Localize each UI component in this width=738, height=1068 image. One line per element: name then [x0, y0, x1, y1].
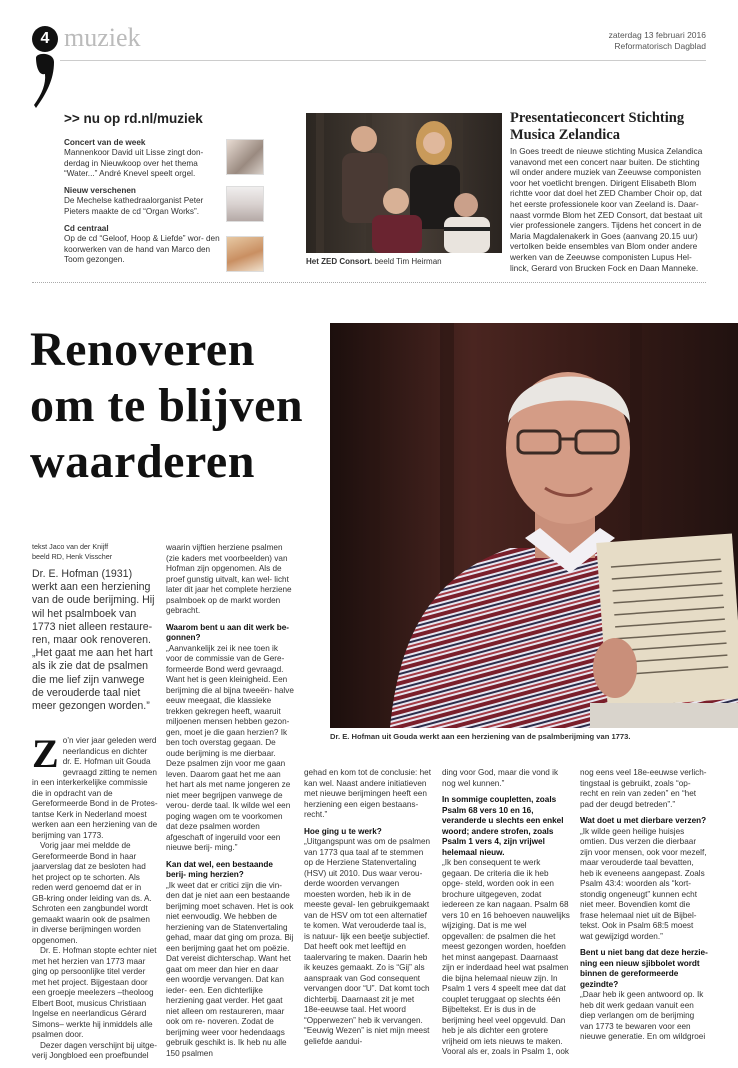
paragraph: Vorig jaar mei meldde de Gereformeerde Bond in haar jaarverslag dat ze besloten had het project op te schorten. Als reden werd genoemd dat er in GB-kring onder leiding van ds. A. Schroten een zangbundel wordt gemaakt waarin ook de psalmen in diverse berijmingen worden opgenomen.: [32, 841, 152, 945]
paragraph: „Daar heb ik geen antwoord op. Ik heb dit werk gedaan vanuit een diep verlangen om de berijming van 1773 te bewaren voor een nieuwe generatie. En om wildgroei: [580, 990, 706, 1041]
section-title: muziek: [64, 23, 141, 52]
paragraph: „Ik weet dat er critici zijn die vin- den dat je niet aan een bestaande berijming moet schaven. Het is ook niet eenvoudig. We hebben de herziening van de Statenvertaling gehad, maar dat ging om proza. Bij een berijming gaat het om poëzie. Dat vereist dichterschap. Want het gaat om meer dan hier en daar een woordje vervangen. Dat kan ieder- een. Een dichterlijke herziening gaat verder. Het gaat niet alleen om restaureren, maar ook om re- noveren. Zodat de berijming weer voor hedendaags gebruik geschikt is. Ik heb nu alle 150 psalmen: [166, 880, 294, 1058]
article-column-1: [32, 731, 158, 1062]
portrait-caption: Dr. E. Hofman uit Gouda werkt aan een herziening van de psalmberijming van 1773.: [330, 732, 631, 741]
dotted-divider: [32, 282, 706, 283]
interview-question: Bent u niet bang dat deze herzie- ning een nieuw sjibbolet wordt binnen de gereformeerde gezindte?: [580, 948, 708, 989]
paragraph: waarin vijftien herziene psalmen (zie kaders met voorbeelden) van Hofman zijn opgenomen. Als de proef gunstig uitvalt, kan wel- licht later dit jaar het complete herziene psalmboek op de markt worden gebracht.: [166, 543, 292, 615]
teaser-thumbnail[interactable]: [226, 139, 264, 175]
teaser-item-title: Concert van de week: [64, 138, 146, 147]
article-headline: Renoveren om te blijven waarderen: [30, 323, 304, 488]
interview-question: Hoe ging u te werk?: [304, 826, 382, 836]
paragraph: „Uitgangspunt was om de psalmen van 1773 qua taal af te stemmen op de Herziene Statenvertaling (HSV) uit 2010. Dus waar verou- derde woorden vervangen moesten worden, heb ik in de meeste geval- len gebruikgemaakt van de HSV om tot een alternatief te komen. Wat verouderde taal is, is natuur- lijk een beetje subjectief. Dat heeft ook met leeftijd en taalervaring te maken. Daarin heb ik keuzes gemaakt. Zo is “Gij” als aanspraak van God consequent vervangen door “U”. Dat komt toch dichterbij. Daarnaast zit je met 18e-eeuwse taal. Het woord “Opperwezen” heb ik vervangen. “Eeuwig Wezen” is niet mijn meest geliefde aandui-: [304, 837, 431, 1046]
interview-question: Wat doet u met dierbare verzen?: [580, 816, 707, 825]
teaser-thumbnail[interactable]: [226, 236, 264, 272]
paragraph: „Ik wilde geen heilige huisjes omtien. Dus verzen die dierbaar zijn voor mensen, ook voor mezelf, maar verouderde taal bevatten, heb ik eveneens aangepast. Zoals Psalm 43:4: woorden als “kort- stondig ongeneugt” kunnen echt niet meer. Bovendien komt die frase helemaal niet uit de Bijbel- tekst. Ook in Psalm 68:5 moest wat gewijzigd worden.”: [580, 826, 707, 941]
issue-date: zaterdag 13 februari 2016: [608, 30, 706, 40]
paragraph: Dr. E. Hofman stopte echter niet met het herzien van 1773 maar ging op persoonlijke titel verder met het project. Bijgestaan door een groepje meelezers –theoloog Elbert Boot, musicus Christiaan Ingelse en neerlandicus Gérard Simons– werkte hij inmiddels alle psalmen door.: [32, 946, 157, 1039]
teaser-item-title: Nieuw verschenen: [64, 186, 136, 195]
comma-mark-icon: [32, 50, 58, 110]
caption-bold: Het ZED Consort.: [306, 257, 373, 266]
concert-title: Presentatieconcert Stichting Musica Zelandica: [510, 110, 685, 143]
teaser-item-title: Cd centraal: [64, 224, 109, 233]
teaser-item[interactable]: [64, 138, 229, 180]
paragraph: ding voor God, maar die vond ik nog wel kunnen.”: [442, 768, 559, 788]
page-number: 4: [32, 26, 58, 52]
teaser-link[interactable]: >> nu op rd.nl/muziek: [64, 111, 203, 126]
header-meta: [609, 30, 706, 52]
teaser-thumbnail[interactable]: [226, 186, 264, 222]
paragraph: „Aanvankelijk zei ik nee toen ik voor de commissie van de Gere- formeerde Bond werd gevraagd. Want het is geen kleinigheid. Een berijming die al bijna tweeën- halve eeuw meegaat, die klassieke trekken gekregen heeft, waaruit miljoenen mensen hebben gezon- gen, moet je die gaan herzien? Ik ben toch overstag gegaan. De oude berijming is me dierbaar. Deze psalmen zijn voor me gaan leven. Daarom gaat het me aan het hart als met name jongeren ze niet meer begrijpen vanwege de verou- derde taal. Ik wilde wel een poging wagen om te voorkomen dat deze psalmen worden afgeschaft of ingeruild voor een nieuwe berij- ming.”: [166, 643, 294, 852]
hofman-portrait-photo: [330, 323, 738, 728]
dropcap: Z: [32, 731, 59, 776]
article-column-2: [166, 543, 294, 1059]
header-rule: [60, 60, 706, 61]
paragraph: Dezer dagen verschijnt bij uitge- verij Jongbloed een proefbundel: [32, 1040, 157, 1060]
teaser-item-text: Op de cd “Geloof, Hoop & Liefde” wor- den koorwerken van de hand van Marco den Toom gezongen.: [64, 234, 220, 265]
concert-text: In Goes treedt de nieuwe stichting Musica Zelandica vanavond met een concert naar buiten. De stichting wil onder andere muziek van Zeeuwse componisten voor het voetlicht brengen. Dirigent Elisabeth Blom richtte voor dat doel het ZED Chamber Choir op, dat het eerste professionele koor van Zeeland is. Daar- naast vormde Blom het ZED Consort, dat bestaat uit vier professionele zangers. Tijdens het concert in de Maria Magdalenakerk in Goes (aanvang 20.15 uur) vertolken beide ensembles van Blom onder andere werken van de Zeeuwse componisten Lupus Hel- linck, Gerard von Brucken Fock en Daan Manneke.: [510, 146, 703, 273]
teaser-item[interactable]: [64, 224, 229, 266]
teaser-item-text: Mannenkoor David uit Lisse zingt don- derdag in Nieuwkoop over het thema “Water...” André Knevel speelt orgel.: [64, 148, 204, 179]
paragraph: gehad en kom tot de conclusie: het kan wel. Naast andere initiatieven met nieuwe berijmingen heeft een herziening een eigen bestaans- recht.”: [304, 768, 431, 819]
paragraph: nog eens veel 18e-eeuwse verlich- tingstaal is gebruikt, zoals “op- recht en rein van zeden” en “het pad der deugd betreden”.”: [580, 768, 707, 809]
interview-question: In sommige coupletten, zoals Psalm 68 vers 10 en 16, veranderde u slechts een enkel woord; andere strofen, zoals Psalm 1 vers 4, zijn vrijwel helemaal nieuw.: [442, 795, 564, 857]
concert-photo-caption: [306, 257, 442, 266]
interview-question: Waarom bent u aan dit werk be- gonnen?: [166, 622, 289, 642]
paragraph: o’n vier jaar geleden werd neerlandicus en dichter dr. E. Hofman uit Gouda gevraagd zitting te nemen in een interkerkelijke commissie die in opdracht van de Gereformeerde Bond in de Protes- tantse Kerk in Nederland moest werken aan een herziening van de berijming van 1773.: [32, 736, 158, 840]
paragraph: „Ik ben consequent te werk gegaan. De criteria die ik heb opge- steld, worden ook in een brochure uitgegeven, zodat iedereen ze kan nagaan. Psalm 68 vers 10 en 16 behoeven nauwelijks wijziging. Dat is me wel opgevallen: de psalmen die het meest gezongen worden, hoefden het minst aangepast. Daarnaast zijn er inderdaad heel wat psalmen die bijna helemaal nieuw zijn. In Psalm 1 vers 4 speelt mee dat dat couplet teruggaat op slechts één Bijbeltekst. Er is dus in de berijming heel veel opgevuld. Dan heb je als dichter een grotere vrijheid om iets nieuws te maken. Vooral als er, zoals in Psalm 1, ook: [442, 858, 570, 1056]
article-intro: Dr. E. Hofman (1931) werkt aan een herziening van de oude berijming. Hij wil het psalmboek van 1773 niet alleen restaure- ren, maar ook renoveren. „Het gaat me aan het hart als ik zie dat de psalmen die me lief zijn vanwege de verouderde taal niet meer gezongen worden.”: [32, 568, 155, 713]
article-column-5: [580, 768, 708, 1043]
article-column-3: [304, 768, 432, 1047]
article-column-4: [442, 768, 570, 1058]
teaser-item[interactable]: [64, 186, 229, 217]
teaser-item-text: De Mechelse kathedraalorganist Peter Pieters maakte de cd “Organ Works”.: [64, 196, 204, 216]
article-credits: [32, 542, 112, 561]
publication-name: Reformatorisch Dagblad: [614, 41, 706, 51]
caption-credit: beeld Tim Heirman: [374, 257, 442, 266]
interview-question: Kan dat wel, een bestaande berij- ming herzien?: [166, 859, 273, 879]
credit-text: tekst Jaco van der Knijff: [32, 542, 109, 551]
zed-consort-photo: [306, 113, 502, 253]
credit-photo: beeld RD, Henk Visscher: [32, 551, 113, 561]
